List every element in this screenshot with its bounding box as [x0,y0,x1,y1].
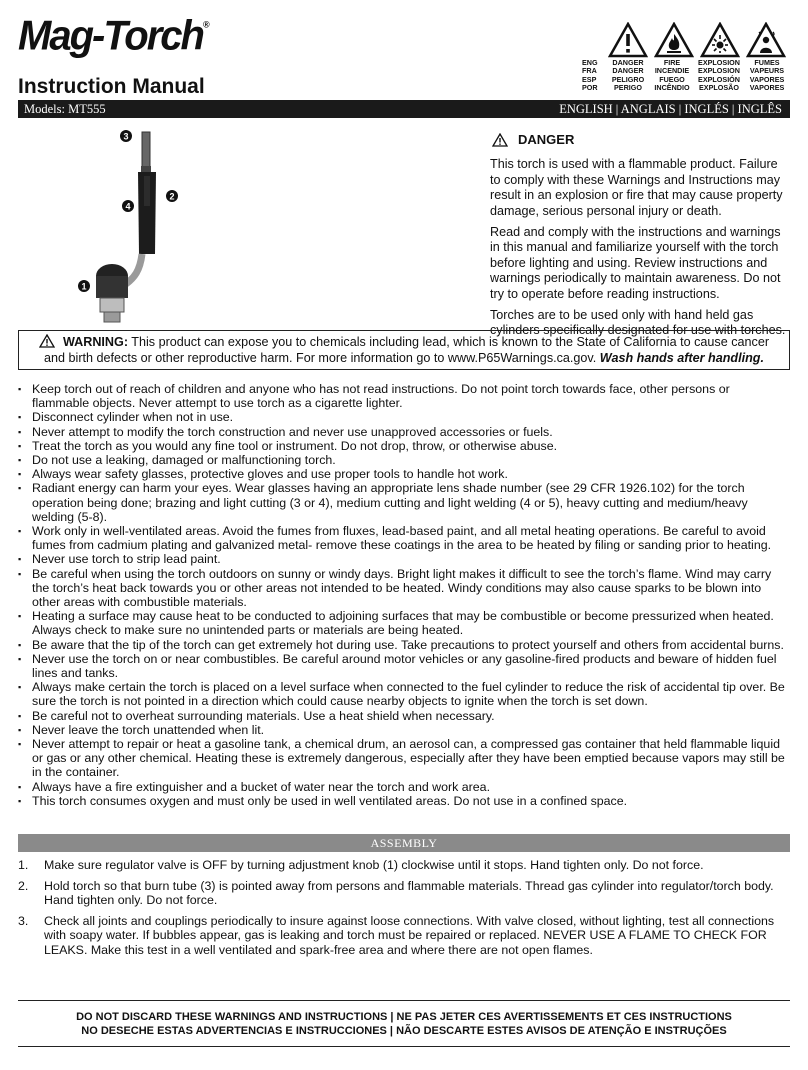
callout-2: 2 [169,191,175,202]
callout-4: 4 [125,201,131,212]
danger-paragraph: Torches are to be used only with hand held gas cylinders specifically designated for use with torches. [490,308,786,338]
prop65-warning [18,330,790,370]
warning-triangle-icon [39,334,55,348]
safety-item: ▪ Never attempt to modify the torch construction and never use unapproved accessories or fuels. [18,425,790,439]
safety-item: ▪ Heating a surface may cause heat to be conducted to adjoining surfaces that may be combustible or become pressurized when heated. Always check to make sure no unintended parts or materials are being heated. [18,609,790,637]
safety-item: ▪ Be careful when using the torch outdoors on sunny or windy days. Bright light makes it difficult to see the torch’s flame. Wind may carry the torch’s heat back towards you or other areas not intended to be heated. Windy conditions may also cause sparks to be blown into other areas with combustible materials. [18,567,790,610]
safety-item: ▪ Work only in well-ventilated areas. Avoid the fumes from fluxes, lead-based paint, and all metal heating operations. Be careful to avoid fumes from cadmium plating and galvanized metal- remove these coatings in the area to be heated by filing or sanding prior to heating. [18,524,790,552]
safety-item: ▪ Never attempt to repair or heat a gasoline tank, a chemical drum, an aerosol can, a compressed gas container that held flammable liquid or gas or any other chemical. Heating these is extremely dangerous, especially after they have been emptied because vapors may still be in the container. [18,737,790,780]
warning-text: This product can expose you to chemicals including lead, which is known to the State of California to cause cancer and birth defects or other reproductive harm. For more information go to www.P65Warnings.ca.gov. [44,335,770,365]
hazard-labels-explosion: EXPLOSION EXPLOSION EXPLOSIÓN EXPLOSÃO [698,58,740,93]
danger-section [490,132,790,345]
assembly-step: 2. Hold torch so that burn tube (3) is pointed away from persons and flammable materials. Thread gas cylinder into regulator/torch body. Hand tighten only. Do not force. [18,878,774,908]
footer-rule-top [18,1000,790,1001]
manual-title: Instruction Manual [18,75,205,98]
assembly-step: 1. Make sure regulator valve is OFF by turning adjustment knob (1) clockwise until it stops. Hand tighten only. Do not force. [18,858,704,872]
callout-3: 3 [123,131,129,142]
brand-logo [18,13,210,60]
safety-item: ▪ Always have a fire extinguisher and a bucket of water near the torch and work area. [18,780,790,794]
assembly-heading: ASSEMBLY [18,834,790,852]
safety-item: ▪ Radiant energy can harm your eyes. Wear glasses having an appropriate lens shade number (see 29 CFR 1926.102) for the torch operation being done; brazing and light cutting (3 or 4), medium cutting and light welding (4 or 5), heavy cutting and medium/heavy welding (5-8). [18,481,790,524]
torch-figure [70,126,210,326]
model-number: Models: MT555 [24,102,106,116]
hazard-labels-fire: FIRE INCENDIE FUEGO INCÊNDIO [654,58,690,93]
assembly-steps [18,858,790,964]
safety-item: ▪ Never leave the torch unattended when lit. [18,723,790,737]
safety-item: ▪ Never use the torch on or near combustibles. Be careful around motor vehicles or any gasoline-fired products and beware of hidden fuel lines and tanks. [18,652,790,680]
danger-paragraph: This torch is used with a flammable product. Failure to comply with these Warnings and Instructions may result in an explosion or fire that may cause property damage, serious personal injury or death. [490,157,783,218]
safety-item: ▪ Never use torch to strip lead paint. [18,552,790,566]
safety-list [18,382,790,808]
explosion-icon [700,22,740,58]
safety-item: ▪ This torch consumes oxygen and must only be used in well ventilated areas. Do not use in a confined space. [18,794,790,808]
safety-item: ▪ Keep torch out of reach of children and anyone who has not read instructions. Do not point torch towards face, other persons or flammable objects. Never attempt to use torch as a cigarette lighter. [18,382,790,410]
danger-heading-text: DANGER [518,132,575,147]
fumes-icon [746,22,786,58]
registered-mark: ® [202,19,210,30]
assembly-step: 3. Check all joints and couplings periodically to insure against loose connections. With valve closed, without lighting, test all connections with soapy water. If bubbles appear, gas is leaking and torch must be repaired or replaced. NEVER USE A FLAME TO CHECK FOR LEAKS. Make this test in a well ventilated and spark-free area and where there are not open flames. [18,913,775,957]
language-list: ENGLISH | ANGLAIS | INGLÉS | INGLÊS [559,102,782,116]
footer-rule-bottom [18,1046,790,1047]
warning-label: WARNING: [62,335,129,349]
hazard-panel [582,22,798,94]
safety-item: ▪ Do not use a leaking, damaged or malfunctioning torch. [18,453,790,467]
hazard-languages: ENG FRA ESP POR [582,58,598,93]
fire-icon [654,22,694,58]
danger-heading [492,132,790,147]
danger-paragraph: Read and comply with the instructions and warnings in this manual and familiarize yourself with the torch before lighting and using. Review instructions and warnings periodically to maintain awareness. Do not try to operate before reading instructions. [490,225,781,301]
hazard-labels-danger: DANGER DANGER PELIGRO PERIGO [611,58,645,93]
warning-triangle-icon [492,133,508,147]
hazard-labels-fumes: FUMES VAPEURS VAPORES VAPORES [749,58,785,93]
safety-item: ▪ Disconnect cylinder when not in use. [18,410,790,424]
footer-line: NO DESECHE ESTAS ADVERTENCIAS E INSTRUCCIONES | NÃO DESCARTE ESTES AVISOS DE ATENÇÃO E INSTRUÇÕES [81,1025,727,1037]
brand-name: Mag-Torch [18,12,203,60]
footer-line: DO NOT DISCARD THESE WARNINGS AND INSTRUCTIONS | NE PAS JETER CES AVERTISSEMENTS ET CES INSTRUCTIONS [76,1011,732,1023]
safety-item: ▪ Be aware that the tip of the torch can get extremely hot during use. Take precautions to protect yourself and others from accidental burns. [18,638,790,652]
footer-notice [18,1010,790,1038]
safety-item: ▪ Be careful not to overheat surrounding materials. Use a heat shield when necessary. [18,709,790,723]
safety-item: ▪ Always make certain the torch is placed on a level surface when connected to the fuel cylinder to reduce the risk of accidental tip over. Be sure the torch is not pointed in a direction which could cause nearby objects to ignite when the torch is set down. [18,680,790,708]
warning-emphasis: Wash hands after handling. [599,351,764,365]
safety-item: ▪ Treat the torch as you would any fine tool or instrument. Do not drop, throw, or otherwise abuse. [18,439,790,453]
safety-item: ▪ Always wear safety glasses, protective gloves and use proper tools to handle hot work. [18,467,790,481]
danger-icon [608,22,648,58]
callout-1: 1 [81,281,87,292]
models-bar [18,100,790,118]
